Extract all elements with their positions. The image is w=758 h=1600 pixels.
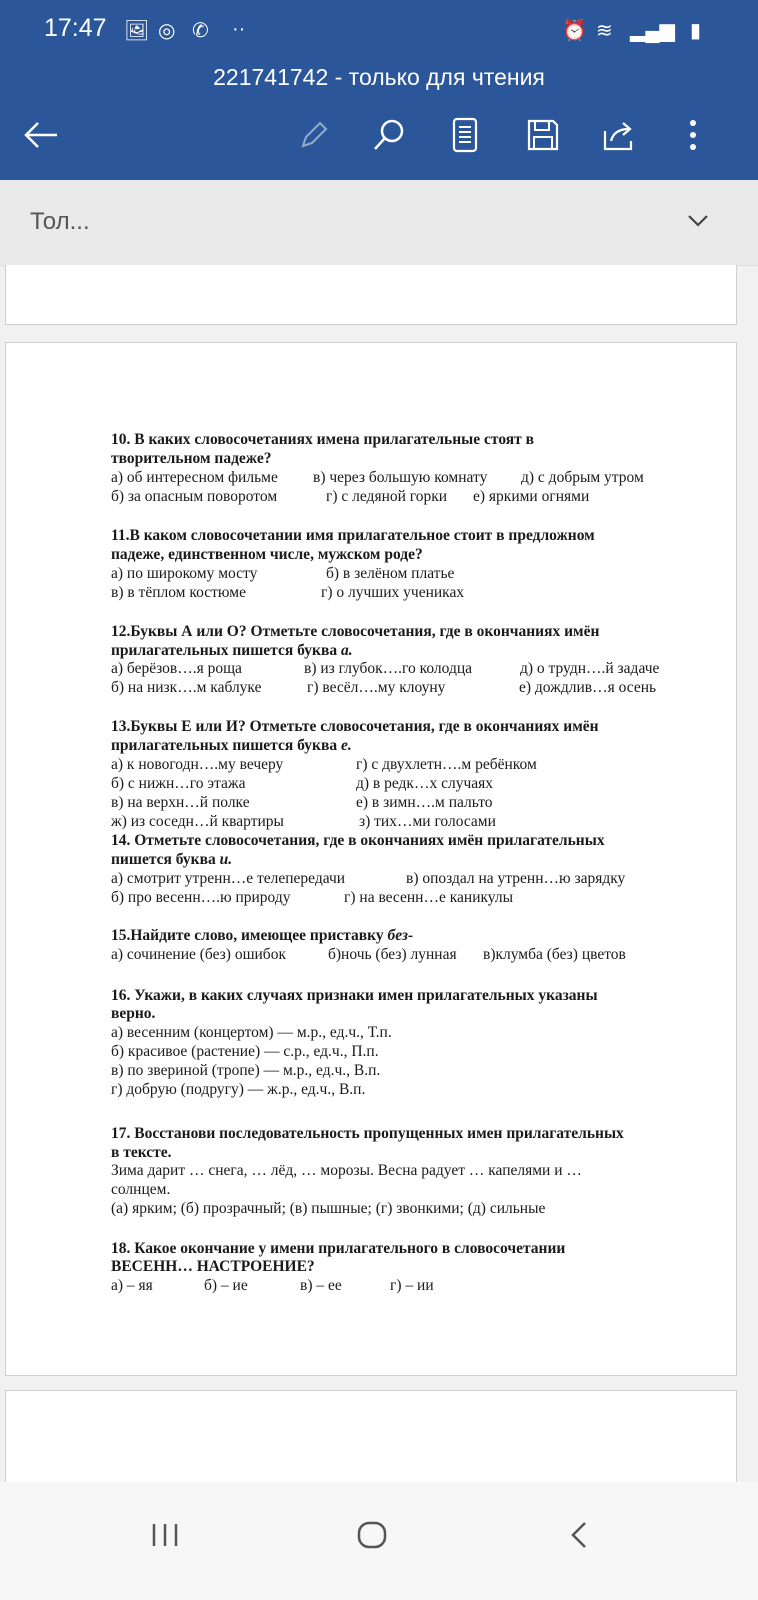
- alarm-icon: ⏰: [562, 20, 587, 42]
- chevron-down-icon[interactable]: [686, 208, 710, 232]
- title-italic: и.: [219, 851, 233, 868]
- answer-option: в) по звериной (тропе) — м.р., ед.ч., В.п.: [111, 1062, 381, 1079]
- question-15-title: [111, 926, 413, 945]
- question-16-title: верно.: [111, 1005, 156, 1022]
- question-17-title: в тексте.: [111, 1144, 172, 1161]
- answer-option: а) – яя: [111, 1277, 153, 1294]
- answer-option: ж) из соседн…й квартиры: [111, 813, 284, 830]
- document-title: 221741742 - только для чтения: [213, 64, 545, 90]
- answer-option: б) за опасным поворотом: [111, 488, 278, 505]
- answer-option: а) к новогодн….му вечеру: [111, 756, 284, 773]
- answer-option: а) берёзов….я роща: [111, 660, 242, 677]
- answer-option: е) дождлив…я осень: [519, 679, 657, 696]
- answer-option: а) смотрит утренн…е телепередачи: [111, 870, 346, 887]
- title-italic: е.: [340, 737, 352, 754]
- answer-option: г) на весенн…е каникулы: [344, 889, 514, 906]
- answer-option: з) тих…ми голосами: [359, 813, 496, 830]
- search-icon: [372, 118, 406, 152]
- answer-option: е) яркими огнями: [473, 488, 590, 505]
- question-12-title: 12.Буквы А или О? Отметьте словосочетания, где в окончаниях имён: [111, 623, 600, 640]
- answer-option: в) опоздал на утренн…ю зарядку: [406, 870, 626, 887]
- answer-option: в) в тёплом костюме: [111, 584, 246, 601]
- toolbar-selector-label: Тол...: [30, 208, 90, 235]
- search-button[interactable]: [366, 112, 412, 158]
- signal-icon: ▂▄▆: [630, 20, 675, 42]
- answer-option: (а) ярким; (б) прозрачный; (в) пышные; (г) звонкими; (д) сильные: [111, 1200, 546, 1217]
- title-text: 15.Найдите слово, имеющее приставку: [111, 927, 388, 944]
- back-nav-icon[interactable]: [568, 1520, 590, 1550]
- answer-option: г) о лучших учениках: [321, 584, 465, 601]
- answer-option: а) об интересном фильме: [111, 469, 278, 486]
- question-16-title: 16. Укажи, в каких случаях признаки имен прилагательных указаны: [111, 987, 598, 1004]
- answer-option: б) на низк….м каблуке: [111, 679, 262, 696]
- answer-option: г) – ии: [390, 1277, 434, 1294]
- answer-option: б) про весенн….ю природу: [111, 889, 291, 906]
- more-options-button[interactable]: [670, 112, 716, 158]
- title-italic: без-: [387, 927, 414, 944]
- answer-option: в)клумба (без) цветов: [483, 946, 626, 963]
- phone-document-icon: [452, 117, 478, 153]
- call-icon: ✆: [192, 20, 209, 42]
- title-text: прилагательных пишется буква: [111, 737, 341, 754]
- question-18-title: ВЕСЕНН… НАСТРОЕНИЕ?: [111, 1258, 315, 1275]
- viber-icon: ◎: [158, 20, 176, 42]
- question-17-title: 17. Восстанови последовательность пропущенных имен прилагательных: [111, 1125, 624, 1142]
- answer-option: б)ночь (без) лунная: [328, 946, 457, 963]
- more-vertical-icon: [689, 119, 697, 151]
- app-bar: [0, 0, 758, 180]
- toolbar-selector[interactable]: [0, 180, 758, 266]
- answer-option: а) сочинение (без) ошибок: [111, 946, 286, 963]
- question-12-title: [111, 641, 353, 660]
- answer-option: д) с добрым утром: [521, 469, 644, 486]
- save-icon: [527, 119, 559, 151]
- back-button[interactable]: [18, 112, 64, 158]
- question-14-title: [111, 850, 232, 869]
- document-page: [5, 342, 737, 1376]
- home-icon[interactable]: [356, 1520, 388, 1550]
- question-10-title: 10. В каких словосочетаниях имена прилагательные стоят в: [111, 431, 535, 448]
- reading-view-button[interactable]: [442, 112, 488, 158]
- answer-option: г) с двухлетн….м ребёнком: [356, 756, 537, 773]
- answer-option: д) о трудн….й задаче: [520, 660, 660, 677]
- question-18-title: 18. Какое окончание у имени прилагательного в словосочетании: [111, 1240, 566, 1257]
- system-navigation-bar: [0, 1482, 758, 1600]
- answer-option: г) весёл….му клоуну: [307, 679, 446, 696]
- answer-option: б) красивое (растение) — с.р., ед.ч., П.п.: [111, 1043, 379, 1060]
- answer-option: г) добрую (подругу) — ж.р., ед.ч., В.п.: [111, 1081, 366, 1098]
- title-italic: а.: [340, 642, 353, 659]
- title-text: пишется буква: [111, 851, 220, 868]
- question-text: солнцем.: [111, 1181, 171, 1198]
- answer-option: б) – ие: [204, 1277, 248, 1294]
- edit-button[interactable]: [290, 112, 336, 158]
- answer-option: б) с нижн…го этажа: [111, 775, 246, 792]
- question-11-title: 11.В каком словосочетании имя прилагательное стоит в предложном: [111, 527, 595, 544]
- wifi-icon: ≋: [596, 20, 613, 42]
- arrow-left-icon: [23, 120, 59, 150]
- battery-icon: ▮: [690, 20, 702, 42]
- more-notifications: ··: [232, 18, 246, 40]
- recent-apps-icon[interactable]: [150, 1520, 180, 1550]
- status-time: 17:47: [44, 14, 107, 42]
- save-button[interactable]: [520, 112, 566, 158]
- answer-option: в) через большую комнату: [313, 469, 488, 486]
- answer-option: в) на верхн…й полке: [111, 794, 250, 811]
- answer-option: а) весенним (концертом) — м.р., ед.ч., Т.п.: [111, 1024, 392, 1041]
- answer-option: г) с ледяной горки: [326, 488, 448, 505]
- answer-option: а) по широкому мосту: [111, 565, 258, 582]
- share-icon: [601, 119, 637, 151]
- question-10-title: творительном падеже?: [111, 450, 272, 467]
- pencil-icon: [297, 119, 329, 151]
- question-13-title: [111, 736, 352, 755]
- question-14-title: 14. Отметьте словосочетания, где в окончаниях имён прилагательных: [111, 832, 605, 849]
- question-13-title: 13.Буквы Е или И? Отметьте словосочетания, где в окончаниях имён: [111, 718, 599, 735]
- answer-option: в) из глубок….го колодца: [304, 660, 473, 677]
- gallery-icon: 🖼: [124, 20, 150, 42]
- answer-option: д) в редк…х случаях: [356, 775, 494, 792]
- document-page: [5, 265, 737, 325]
- answer-option: в) – ее: [300, 1277, 342, 1294]
- question-text: Зима дарит … снега, … лёд, … морозы. Весна радует … капелями и …: [111, 1162, 582, 1179]
- title-text: прилагательных пишется буква: [111, 642, 341, 659]
- share-button[interactable]: [596, 112, 642, 158]
- answer-option: е) в зимн….м пальто: [356, 794, 493, 811]
- question-11-title: падеже, единственном числе, мужском роде?: [111, 546, 423, 563]
- answer-option: б) в зелёном платье: [326, 565, 455, 582]
